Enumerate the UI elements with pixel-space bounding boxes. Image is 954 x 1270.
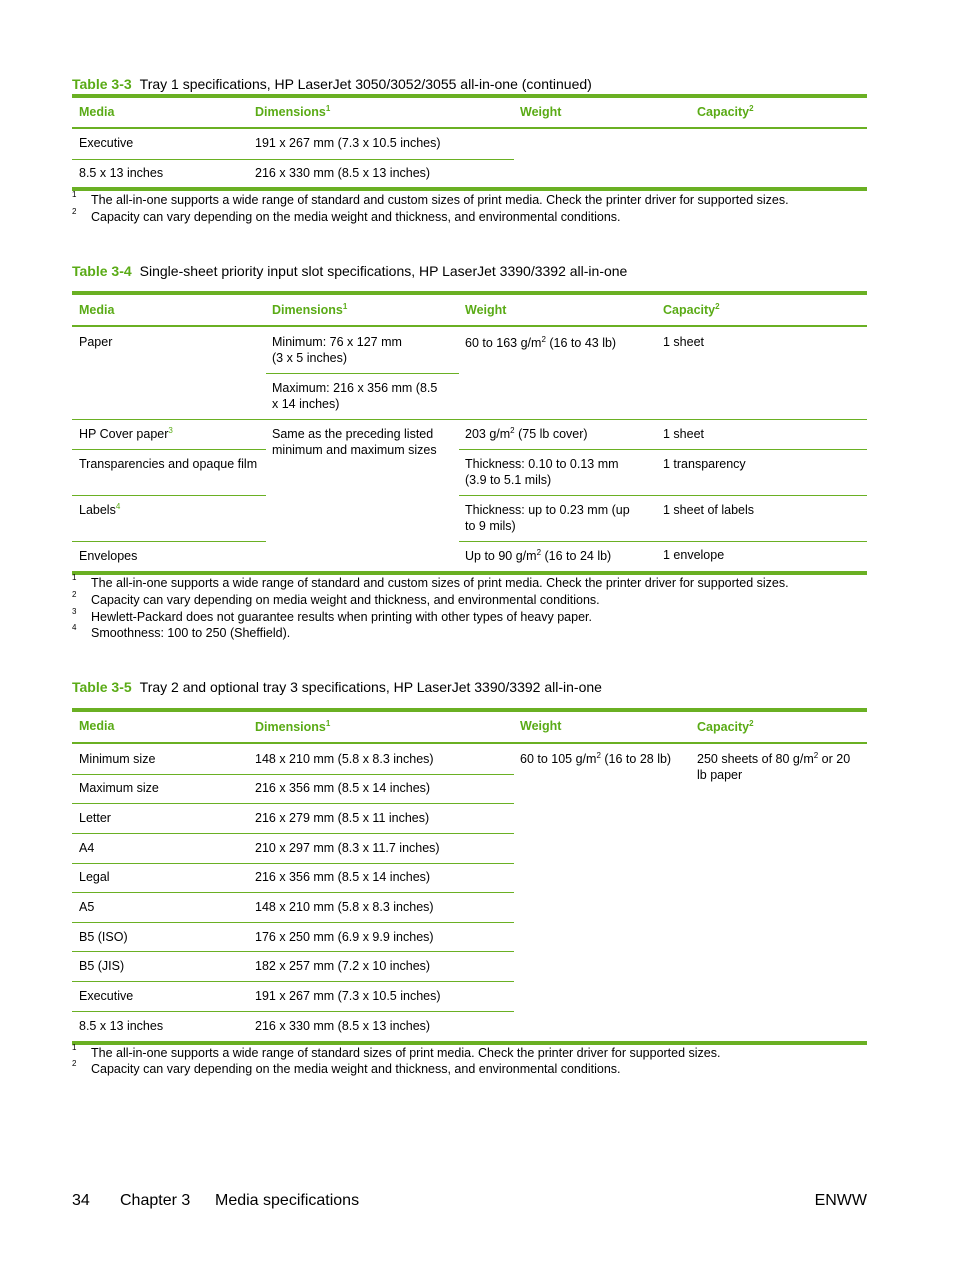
row-divider bbox=[72, 449, 266, 450]
table-cell: Minimum size bbox=[79, 752, 156, 766]
row-divider bbox=[459, 449, 867, 450]
table-cell: Labels$^4$ bbox=[79, 501, 121, 517]
table-bottom-rule bbox=[72, 187, 867, 191]
table-top-rule bbox=[72, 94, 867, 98]
row-divider bbox=[72, 833, 514, 834]
header-rule bbox=[72, 325, 867, 327]
table-cell: 148 x 210 mm (5.8 x 8.3 inches) bbox=[255, 900, 434, 914]
table-cell: 210 x 297 mm (8.3 x 11.7 inches) bbox=[255, 841, 440, 855]
table-3-3-caption: Table 3-3 Tray 1 specifications, HP LaserJet 3050/3052/3055 all-in-one (continued) bbox=[72, 76, 592, 92]
page-number: 34 bbox=[72, 1192, 90, 1209]
section-title: Media specifications bbox=[215, 1192, 360, 1209]
header-media: Media bbox=[79, 105, 115, 119]
row-divider bbox=[72, 863, 514, 864]
footer-enww: ENWW bbox=[814, 1192, 867, 1209]
row-divider bbox=[72, 1011, 514, 1012]
table-cell: Letter bbox=[79, 811, 111, 825]
table-top-rule bbox=[72, 708, 867, 712]
table-cell: 216 x 330 mm (8.5 x 13 inches) bbox=[255, 1019, 431, 1033]
table-cell: 203 $g/m^2$ (75 lb cover) bbox=[465, 425, 588, 441]
table-cell: 8.5 x 13 inches bbox=[79, 166, 164, 180]
header-weight: Weight bbox=[520, 719, 562, 733]
table-cell: 1 transparency bbox=[663, 457, 746, 471]
table-cell: Executive bbox=[79, 989, 134, 1003]
header-media: Media bbox=[79, 303, 115, 317]
row-divider bbox=[72, 541, 266, 542]
row-divider bbox=[459, 495, 867, 496]
table-cell: Thickness: 0.10 to 0.13 mm (3.9 to 5.1 mils) bbox=[465, 457, 619, 487]
row-divider bbox=[266, 373, 459, 374]
table-bottom-rule bbox=[72, 1041, 867, 1045]
table-cell: Maximum: 216 x 356 mm (8.5 x 14 inches) bbox=[272, 381, 438, 411]
table-cell: Paper bbox=[79, 335, 113, 349]
table-cell: 216 x 279 mm (8.5 x 11 inches) bbox=[255, 811, 430, 825]
row-divider bbox=[72, 922, 514, 923]
table-bottom-rule bbox=[72, 571, 867, 575]
table-cell: 216 x 330 mm (8.5 x 13 inches) bbox=[255, 166, 431, 180]
table-3-4-caption: Table 3-4 Single-sheet priority input slot specifications, HP LaserJet 3390/3392 all-in-one bbox=[72, 263, 628, 279]
table-cell: Thickness: up to 0.23 mm (up to 9 mils) bbox=[465, 503, 630, 533]
table-cell: Up to 90 $g/m^2$ (16 to 24 lb) bbox=[465, 547, 612, 563]
header-dimensions: Dimensions$^1$ bbox=[255, 718, 331, 734]
table-cell: 250 sheets of 80 $g/m^2$ or 20 lb paper bbox=[697, 750, 851, 782]
chapter-label: Chapter 3 bbox=[120, 1192, 191, 1209]
table-cell: Maximum size bbox=[79, 781, 159, 795]
table-cell: 1 sheet of labels bbox=[663, 503, 755, 517]
table-cell: 60 to 163 $g/m^2$ (16 to 43 lb) bbox=[465, 334, 617, 350]
header-media: Media bbox=[79, 719, 115, 733]
row-divider bbox=[72, 803, 514, 804]
header-weight: Weight bbox=[465, 303, 507, 317]
table-cell: 60 to 105 $g/m^2$ (16 to 28 lb) bbox=[520, 750, 672, 766]
table-cell: 191 x 267 mm (7.3 x 10.5 inches) bbox=[255, 989, 441, 1003]
row-divider bbox=[72, 981, 514, 982]
table-cell: Envelopes bbox=[79, 549, 138, 563]
table-cell: 1 sheet bbox=[663, 427, 705, 441]
table-3-5-caption: Table 3-5 Tray 2 and optional tray 3 specifications, HP LaserJet 3390/3392 all-in-one bbox=[72, 679, 602, 695]
header-capacity: Capacity$^2$ bbox=[663, 301, 720, 317]
table-cell: 148 x 210 mm (5.8 x 8.3 inches) bbox=[255, 752, 434, 766]
row-divider bbox=[72, 892, 514, 893]
table-cell: Legal bbox=[79, 870, 110, 884]
row-divider bbox=[72, 419, 867, 420]
header-dimensions: Dimensions$^1$ bbox=[272, 301, 348, 317]
table-cell: 1 envelope bbox=[663, 548, 725, 562]
table-cell: HP Cover paper$^3$ bbox=[79, 425, 173, 441]
table-cell: Same as the preceding listed minimum and maximum sizes bbox=[272, 427, 437, 457]
header-capacity: Capacity$^2$ bbox=[697, 718, 754, 734]
header-rule bbox=[72, 742, 867, 744]
table-cell: B5 (ISO) bbox=[79, 930, 128, 944]
table-cell: 1 sheet bbox=[663, 335, 705, 349]
header-weight: Weight bbox=[520, 105, 562, 119]
table-cell: B5 (JIS) bbox=[79, 959, 125, 973]
table-cell: A4 bbox=[79, 841, 95, 855]
row-divider bbox=[72, 774, 514, 775]
table-cell: A5 bbox=[79, 900, 95, 914]
table-cell: 216 x 356 mm (8.5 x 14 inches) bbox=[255, 870, 431, 884]
header-rule bbox=[72, 127, 867, 129]
table-cell: Minimum: 76 x 127 mm (3 x 5 inches) bbox=[272, 335, 402, 365]
table-cell: 216 x 356 mm (8.5 x 14 inches) bbox=[255, 781, 431, 795]
table-cell: 8.5 x 13 inches bbox=[79, 1019, 164, 1033]
table-cell: Executive bbox=[79, 136, 134, 150]
row-divider bbox=[459, 541, 867, 542]
table-top-rule bbox=[72, 291, 867, 295]
table-cell: 176 x 250 mm (6.9 x 9.9 inches) bbox=[255, 930, 434, 944]
row-divider bbox=[72, 951, 514, 952]
header-dimensions: Dimensions$^1$ bbox=[255, 103, 331, 119]
header-capacity: Capacity$^2$ bbox=[697, 103, 754, 119]
row-divider bbox=[72, 159, 514, 160]
row-divider bbox=[72, 495, 266, 496]
table-cell: Transparencies and opaque film bbox=[79, 457, 258, 471]
table-cell: 191 x 267 mm (7.3 x 10.5 inches) bbox=[255, 136, 441, 150]
table-cell: 182 x 257 mm (7.2 x 10 inches) bbox=[255, 959, 431, 973]
